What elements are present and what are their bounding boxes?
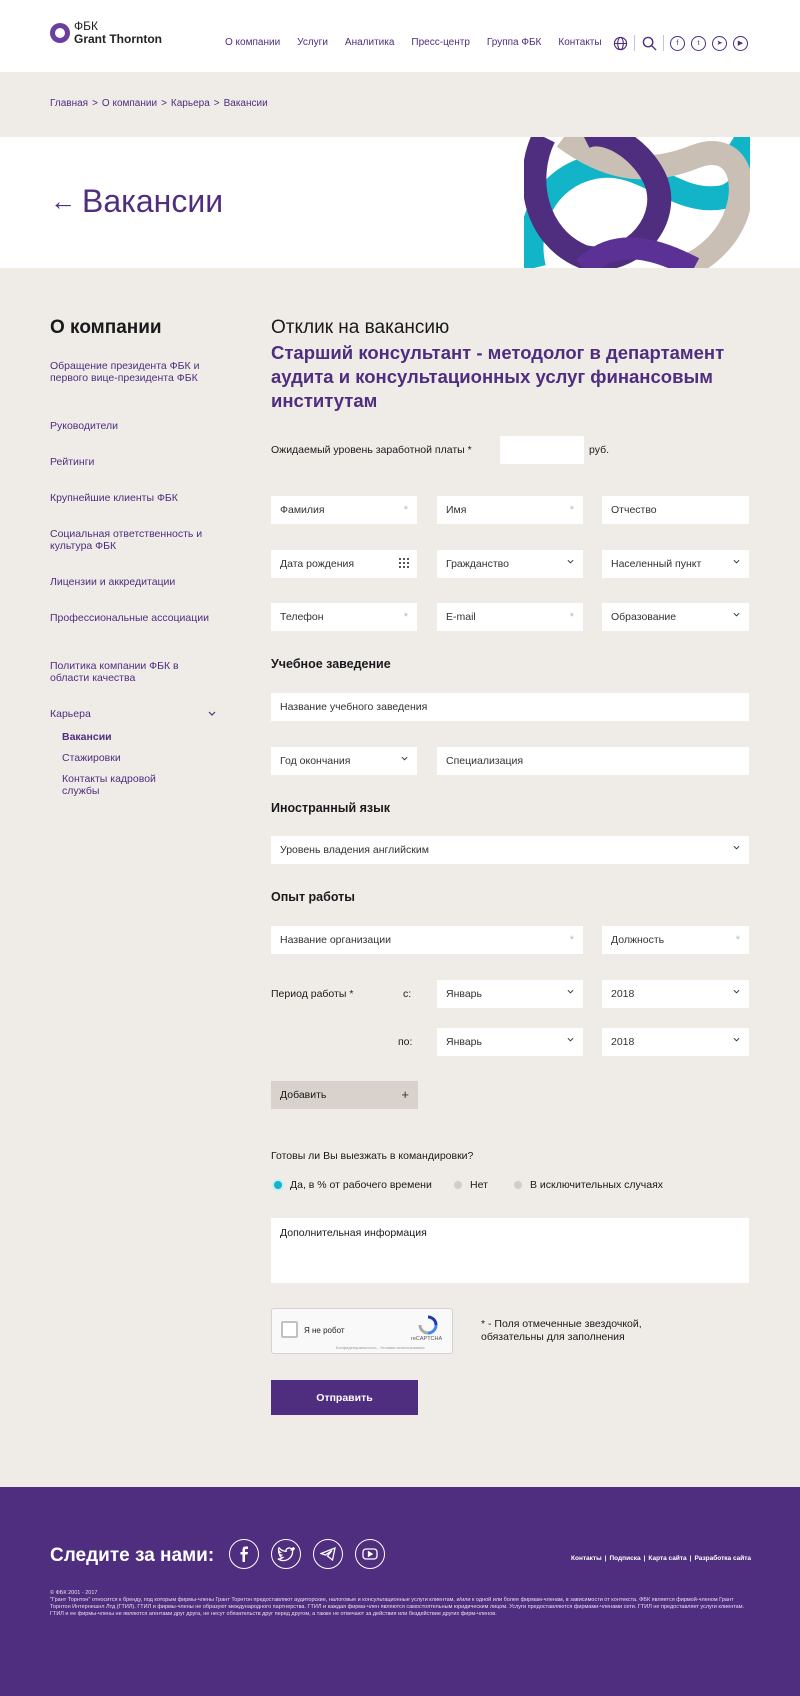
- chevron-down-icon: [208, 711, 216, 717]
- breadcrumb-career[interactable]: Карьера: [170, 98, 210, 109]
- chevron-down-icon: [567, 558, 574, 565]
- surname-placeholder: Фамилия: [280, 504, 325, 516]
- breadcrumb-home[interactable]: Главная: [50, 98, 89, 109]
- organization-field[interactable]: [271, 926, 583, 954]
- sidebar-item-associations[interactable]: Профессиональные ассоциации: [50, 612, 210, 624]
- footer-link-sitemap[interactable]: Карта сайта: [648, 1555, 687, 1562]
- footer-links: [571, 1555, 751, 1562]
- nav-about[interactable]: О компании: [225, 37, 281, 48]
- patronymic-field[interactable]: [602, 496, 749, 524]
- to-year-value: 2018: [611, 1036, 635, 1048]
- additional-info-placeholder: Дополнительная информация: [280, 1227, 427, 1239]
- footer-legal: [50, 1590, 750, 1618]
- specialization-placeholder: Специализация: [446, 755, 524, 767]
- surname-field[interactable]: [271, 496, 417, 524]
- travel-option-exceptional-label: В исключительных случаях: [530, 1179, 664, 1191]
- phone-field[interactable]: [271, 603, 417, 631]
- name-field[interactable]: [437, 496, 583, 524]
- education-section-title: Учебное заведение: [271, 657, 391, 671]
- sidebar-item-quality[interactable]: Политика компании ФБК в области качества: [50, 660, 179, 684]
- english-level-select[interactable]: [271, 836, 749, 864]
- vacancy-title: Старший консультант - методолог в департамент аудита и консультационных услуг финансовым институтам: [271, 342, 725, 411]
- chevron-down-icon: [733, 988, 740, 995]
- to-month-select[interactable]: [437, 1028, 583, 1056]
- travel-option-yes-label: Да, в % от рабочего времени: [290, 1179, 432, 1191]
- page-hero: [0, 137, 800, 268]
- page-title: Вакансии: [82, 183, 224, 219]
- travel-option-no[interactable]: [454, 1179, 488, 1191]
- email-field[interactable]: [437, 603, 583, 631]
- period-label: Период работы *: [271, 988, 354, 1000]
- recaptcha-terms[interactable]: Конфиденциальность - Условия использования: [336, 1345, 425, 1350]
- from-month-value: Январь: [446, 988, 482, 1000]
- chevron-down-icon: [401, 755, 408, 762]
- logo-top-text: ФБК: [74, 19, 98, 33]
- sidebar-sub-internships[interactable]: Стажировки: [62, 752, 121, 764]
- logo[interactable]: [50, 20, 162, 46]
- travel-option-no-label: Нет: [470, 1179, 488, 1191]
- travel-question: Готовы ли Вы выезжать в командировки?: [271, 1150, 474, 1162]
- required-star-icon: *: [569, 611, 574, 623]
- position-field[interactable]: [602, 926, 749, 954]
- travel-option-yes[interactable]: [274, 1179, 432, 1191]
- footer-twitter-icon[interactable]: [271, 1539, 301, 1569]
- chevron-down-icon: [733, 611, 740, 618]
- plus-icon: +: [401, 1087, 409, 1102]
- period-to-label: по:: [398, 1036, 413, 1048]
- english-level-value: Уровень владения английским: [280, 844, 429, 856]
- currency-label: руб.: [589, 444, 610, 456]
- youtube-icon[interactable]: ▶: [733, 36, 748, 51]
- sidebar-item-career[interactable]: [50, 708, 210, 720]
- salary-label: Ожидаемый уровень заработной платы *: [271, 444, 472, 456]
- language-section-title: Иностранный язык: [271, 801, 391, 815]
- from-year-select[interactable]: [602, 980, 749, 1008]
- page-title-row: [50, 183, 223, 220]
- breadcrumb-about[interactable]: О компании: [101, 98, 158, 109]
- footer-link-contacts[interactable]: Контакты: [571, 1555, 602, 1562]
- add-experience-button[interactable]: [271, 1081, 418, 1109]
- decorative-knot-graphic: [524, 137, 750, 268]
- chevron-down-icon: [567, 988, 574, 995]
- institution-placeholder: Название учебного заведения: [280, 701, 428, 713]
- sidebar-item-ratings[interactable]: Рейтинги: [50, 456, 95, 468]
- graduation-year-select[interactable]: [271, 747, 417, 775]
- footer-link-separator: |: [689, 1555, 692, 1562]
- graduation-year-value: Год окончания: [280, 755, 351, 767]
- footer-link-subscribe[interactable]: Подписка: [609, 1555, 641, 1562]
- sidebar-sub-vacancies[interactable]: Вакансии: [62, 731, 112, 743]
- footer-link-separator: |: [643, 1555, 646, 1562]
- footer-facebook-icon[interactable]: [229, 1539, 259, 1569]
- divider: [634, 35, 635, 51]
- chevron-down-icon: [733, 1036, 740, 1043]
- sidebar-item-responsibility[interactable]: Социальная ответственность и культура ФБК: [50, 528, 203, 552]
- chevron-down-icon: [733, 844, 740, 851]
- recaptcha-logo-icon: [418, 1315, 438, 1335]
- breadcrumb-separator: >: [161, 98, 167, 109]
- required-star-icon: *: [735, 934, 740, 946]
- radio-icon: [454, 1181, 462, 1189]
- breadcrumb: [50, 98, 268, 109]
- nav-services[interactable]: Услуги: [297, 37, 328, 48]
- sidebar-item-career-label: Карьера: [50, 708, 91, 720]
- birth-date-field[interactable]: [271, 550, 417, 578]
- site-header: [0, 0, 800, 72]
- breadcrumb-separator: >: [213, 98, 220, 109]
- footer-telegram-icon[interactable]: [313, 1539, 343, 1569]
- organization-placeholder: Название организации: [280, 934, 392, 946]
- follow-us-title: Следите за нами:: [50, 1545, 215, 1566]
- education-value: Образование: [611, 611, 677, 623]
- nav-contacts[interactable]: Контакты: [558, 37, 602, 48]
- required-star-icon: *: [569, 504, 574, 516]
- copyright: © ФБК 2001 - 2017: [50, 1590, 98, 1596]
- sidebar-title: О компании: [50, 317, 162, 338]
- required-star-icon: *: [403, 611, 408, 623]
- breadcrumb-vacancies[interactable]: Вакансии: [223, 98, 268, 109]
- nav-analytics[interactable]: Аналитика: [344, 37, 395, 48]
- specialization-field[interactable]: [437, 747, 749, 775]
- submit-button[interactable]: Отправить: [271, 1380, 418, 1415]
- recaptcha-label: Я не робот: [304, 1326, 345, 1335]
- city-value: Населенный пункт: [611, 558, 702, 570]
- salary-input[interactable]: [500, 436, 584, 464]
- logo-mark-icon: [50, 23, 70, 43]
- email-placeholder: E-mail: [446, 611, 476, 623]
- site-footer: [0, 1487, 800, 1696]
- breadcrumb-separator: >: [92, 98, 98, 109]
- add-experience-label: Добавить: [280, 1089, 327, 1101]
- footer-link-separator: |: [604, 1555, 607, 1562]
- facebook-icon[interactable]: f: [670, 36, 685, 51]
- from-year-value: 2018: [611, 988, 635, 1000]
- twitter-icon[interactable]: t: [691, 36, 706, 51]
- work-section-title: Опыт работы: [271, 890, 355, 904]
- search-icon[interactable]: [641, 35, 657, 51]
- position-placeholder: Должность: [611, 934, 665, 946]
- calendar-icon[interactable]: [399, 558, 409, 568]
- radio-selected-icon: [274, 1181, 282, 1189]
- form-heading: Отклик на вакансию: [271, 317, 450, 338]
- required-star-icon: *: [569, 934, 574, 946]
- globe-icon[interactable]: [612, 35, 628, 51]
- chevron-down-icon: [567, 1036, 574, 1043]
- recaptcha-checkbox[interactable]: [281, 1321, 298, 1338]
- required-star-icon: *: [403, 504, 408, 516]
- logo-bottom-text: Grant Thornton: [74, 32, 162, 46]
- to-year-select[interactable]: [602, 1028, 749, 1056]
- footer-link-developer[interactable]: Разработка сайта: [694, 1555, 752, 1562]
- period-from-label: с:: [403, 988, 412, 1000]
- birth-date-placeholder: Дата рождения: [280, 558, 355, 570]
- recaptcha-widget: [271, 1308, 453, 1354]
- citizenship-value: Гражданство: [446, 558, 509, 570]
- sidebar-item-leaders[interactable]: Руководители: [50, 420, 119, 432]
- chevron-down-icon: [733, 558, 740, 565]
- citizenship-select[interactable]: [437, 550, 583, 578]
- telegram-icon[interactable]: ➤: [712, 36, 727, 51]
- name-placeholder: Имя: [446, 504, 467, 516]
- recaptcha-brand: reCAPTCHA: [411, 1336, 443, 1342]
- divider: [663, 35, 664, 51]
- from-month-select[interactable]: [437, 980, 583, 1008]
- nav-group[interactable]: Группа ФБК: [486, 37, 542, 48]
- sidebar-item-president[interactable]: Обращение президента ФБК и первого вице-президента ФБК: [50, 360, 200, 384]
- sidebar-item-clients[interactable]: Крупнейшие клиенты ФБК: [50, 492, 178, 504]
- patronymic-placeholder: Отчество: [611, 504, 657, 516]
- nav-press[interactable]: Пресс-центр: [411, 37, 470, 48]
- main-nav: [225, 37, 602, 48]
- sidebar-item-licenses[interactable]: Лицензии и аккредитации: [50, 576, 176, 588]
- header-tools: [612, 35, 748, 51]
- travel-option-exceptional[interactable]: [514, 1179, 663, 1191]
- city-select[interactable]: [602, 550, 749, 578]
- to-month-value: Январь: [446, 1036, 482, 1048]
- back-arrow-icon[interactable]: ←: [50, 186, 76, 216]
- sidebar-sub-hr-contacts[interactable]: Контакты кадровой службы: [62, 773, 156, 797]
- required-fields-note: * - Поля отмеченные звездочкой, обязательны для заполнения: [481, 1318, 642, 1343]
- additional-info-textarea[interactable]: [271, 1218, 749, 1283]
- legal-text: "Грант Торнтон" относится к бренду, под которым фирмы-члены Грант Торнтон предоставляют аудиторские, налоговые и консультационные услуги клиентам, и/или к одной или более фирмам-членам, в зависимости от контекста. ФБК является фирмой-членом Грант Торнтон Интернешнл Лтд (ГТИЛ). ГТИЛ и фирмы-члены не образуют международного партнерства. ГТИЛ и каждая фирма-член являются самостоятельным юридическим лицом. Услуги предоставляются фирмами-членами сети. ГТИЛ не предоставляет услуги клиентам. ГТИЛ и ее фирмы-члены не являются агентами друг друга, не несут обязательств друг перед другом, а также не отвечают за действия или бездействие других фирм-членов.: [50, 1597, 745, 1617]
- phone-placeholder: Телефон: [280, 611, 324, 623]
- radio-icon: [514, 1181, 522, 1189]
- institution-field[interactable]: [271, 693, 749, 721]
- education-select[interactable]: [602, 603, 749, 631]
- footer-youtube-icon[interactable]: [355, 1539, 385, 1569]
